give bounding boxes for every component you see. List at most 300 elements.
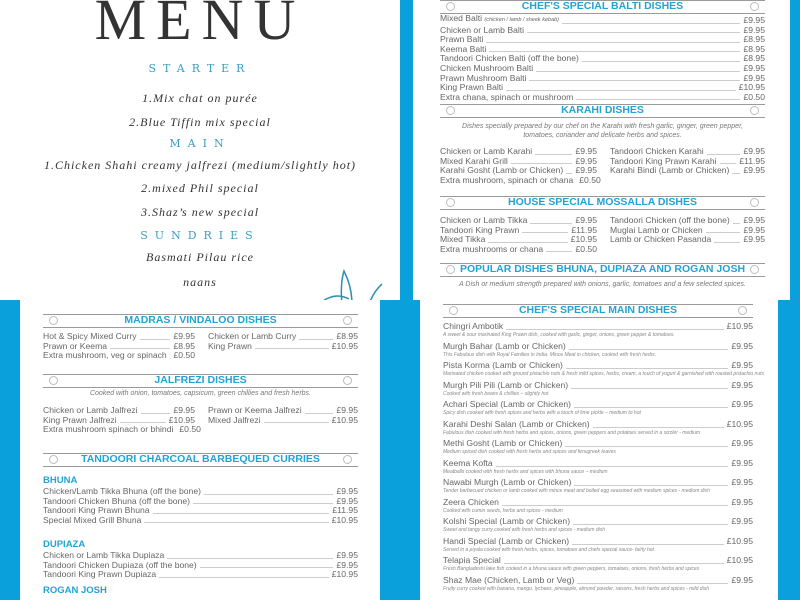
item-price: £11.95 <box>571 224 597 235</box>
balti-list <box>440 13 765 102</box>
item-name <box>208 342 252 352</box>
logo-icon <box>750 198 759 207</box>
item-name-text: Chicken/Lamb Tikka Bhuna (off the bone) <box>43 486 201 496</box>
menu-card <box>0 0 400 300</box>
dot-leader <box>159 577 328 578</box>
mossalla-list-right <box>610 216 765 245</box>
dot-leader <box>522 232 568 233</box>
item-name <box>43 351 167 361</box>
item-price: £9.95 <box>743 62 765 73</box>
section-description: Cooked with onion, tomatoes, capsicum, green chillies and fresh herbs. <box>89 390 311 397</box>
dot-leader <box>546 251 572 252</box>
item-name-text: Keema Kofta <box>443 457 493 468</box>
item-name-text: Chicken or Lamb Tikka Dupiaza <box>43 550 165 560</box>
item-name-text: Chingri Ambotik <box>443 321 504 332</box>
item-name-text: Tandoori King Prawn Dupiaza <box>43 569 157 580</box>
menu-item-block <box>443 556 753 576</box>
item-name-text: Extra chana, spinach or mushroom <box>440 91 574 102</box>
dupiaza-list <box>43 551 358 580</box>
menu-item <box>443 420 753 430</box>
item-name <box>443 556 501 566</box>
item-name-text: Prawn or Keema Jalfrezi <box>208 405 302 415</box>
menu-item-block <box>443 439 753 459</box>
menu-item <box>440 245 597 255</box>
jalfrezi-list-left <box>43 405 201 435</box>
item-name-text: Achari Special (Lamb or Chicken) <box>443 399 572 410</box>
menu-item-block <box>443 400 753 420</box>
item-name <box>443 517 570 527</box>
item-price: £9.95 <box>731 360 753 371</box>
dot-leader <box>706 232 741 233</box>
logo-icon <box>49 376 58 385</box>
section-header-jalfrezi <box>43 374 358 388</box>
menu-item-block <box>443 360 765 381</box>
item-name-text: Tandoori Chicken Bhuna (off the bone) <box>43 495 190 506</box>
dot-leader <box>170 358 171 359</box>
item-price: £9.95 <box>575 165 597 176</box>
dot-leader <box>569 349 729 350</box>
item-name <box>443 400 571 410</box>
logo-icon <box>49 455 58 464</box>
dot-leader <box>167 558 333 559</box>
item-price: £9.95 <box>173 331 195 341</box>
item-name-text: Special Mixed Grill Bhuna <box>43 514 142 525</box>
item-name <box>443 342 566 352</box>
logo-icon <box>343 376 352 385</box>
section-title: MADRAS / VINDALOO DISHES <box>124 314 277 326</box>
mossalla-list-left <box>440 216 597 254</box>
menu-title: MENU <box>94 0 306 52</box>
item-name-text: Prawn Balti <box>440 34 484 45</box>
dot-leader <box>529 80 740 81</box>
logo-icon <box>446 106 455 115</box>
item-price: £9.95 <box>731 379 753 390</box>
dot-leader <box>574 407 728 408</box>
item-description: Marinated chicken cooked with ground pistachio nuts & fresh mild spices, herbs, cream, a touch of yogurt & garnished with roasted pistachio nuts <box>443 371 765 377</box>
menu-item <box>443 400 753 410</box>
dot-leader <box>577 583 728 584</box>
menu-item <box>443 381 753 391</box>
dot-leader <box>732 173 740 174</box>
item-name-text: Tandoori Chicken (off the bone) <box>610 215 730 225</box>
item-price: £0.50 <box>579 174 601 185</box>
main-item: 2.mixed Phil special <box>141 181 259 195</box>
dot-leader <box>486 42 740 43</box>
dot-leader <box>141 413 171 414</box>
item-name-text: King Prawn <box>208 340 252 351</box>
dot-leader <box>707 154 741 155</box>
menu-item-block <box>443 517 753 537</box>
madras-list-right <box>208 332 358 351</box>
item-description: Served in a piyala cooked with fresh herbs, spices, tomatoes and chefs special sauce- fairly hot <box>443 546 654 553</box>
menu-item <box>43 424 201 435</box>
dot-leader <box>574 485 728 486</box>
item-name <box>443 439 562 449</box>
menu-item-block <box>443 498 753 518</box>
item-price: £10.95 <box>331 569 358 580</box>
section-title: POPULAR DISHES BHUNA, DUPIAZA AND ROGAN JOSH <box>459 263 746 275</box>
dot-leader <box>204 494 334 495</box>
section-title: TANDOORI CHARCOAL BARBEQUED CURRIES <box>81 453 320 465</box>
item-price: £9.95 <box>336 495 358 506</box>
item-description: Fabulous dish cooked with fresh herbs and spices, onions, green peppers and potatoes served in a sizzler - medium <box>443 429 701 436</box>
item-name-text: Hot & Spicy Mixed Curry <box>43 331 137 341</box>
section-header-mossalla <box>440 196 765 210</box>
dot-leader <box>593 427 724 428</box>
menu-item <box>43 570 358 580</box>
item-price: £9.95 <box>336 550 358 560</box>
sundries-item: Basmati Pilau rice <box>146 250 254 264</box>
item-price: £8.95 <box>173 340 195 351</box>
item-price: £9.95 <box>731 399 753 410</box>
dot-leader <box>530 223 572 224</box>
item-price: £9.95 <box>336 405 358 415</box>
item-price: £10.95 <box>168 414 195 425</box>
item-name-text: Prawn Mushroom Balti <box>440 72 527 83</box>
dot-leader <box>535 154 572 155</box>
dot-leader <box>299 339 333 340</box>
item-price: £9.95 <box>731 516 753 527</box>
item-price: £10.95 <box>726 321 753 332</box>
menu-item <box>440 93 765 103</box>
item-name-text: Murgh Pili Pili (Lamb or Chicken) <box>443 379 569 390</box>
item-name-text: Tandoori Chicken Balti (off the bone) <box>440 53 579 64</box>
dot-leader <box>527 32 740 33</box>
item-price: £9.95 <box>743 215 765 225</box>
item-price: £9.95 <box>743 234 765 245</box>
item-name <box>610 166 729 176</box>
item-price: £10.95 <box>331 340 358 351</box>
section-header-madras <box>43 314 358 328</box>
item-name-text: Mixed Balti <box>440 13 483 23</box>
item-name <box>440 176 573 186</box>
item-name-text: Nawabi Murgh (Lamb or Chicken) <box>443 477 572 488</box>
item-price: £9.95 <box>173 405 195 415</box>
menu-item-block <box>443 459 753 479</box>
dot-leader <box>511 163 573 164</box>
item-name-text: King Prawn Balti <box>440 82 504 93</box>
item-name-text: Chicken or Lamb Karahi <box>440 146 533 156</box>
menu-item <box>208 342 358 352</box>
section-description: Dishes specially prepared by our chef on the Karahi with fresh garlic, ginger, green pepper, tomatoes, coriander and delicate herbs and spices. <box>462 123 743 139</box>
jalfrezi-list-right <box>208 406 358 425</box>
item-name-text: Mixed Tikka <box>440 234 486 245</box>
item-name <box>443 478 571 488</box>
dot-leader <box>488 242 567 243</box>
section-title: CHEF'S SPECIAL BALTI DISHES <box>521 0 684 12</box>
dot-leader <box>255 348 329 349</box>
menu-item <box>43 351 195 361</box>
dot-leader <box>733 223 741 224</box>
item-description: A sweet & sour marinated King Prawn dish, cooked with garlic, ginger, onions, green pepper & tomatoes. <box>443 332 675 338</box>
item-price: £8.95 <box>743 53 765 64</box>
item-name-text: Extra mushroom spinach or bhindi <box>43 424 174 435</box>
item-name-text: Prawn or Keema <box>43 340 108 351</box>
item-name-text: Methi Gosht (Lamb or Chicken) <box>443 438 563 449</box>
item-name-text: Keema Balti <box>440 43 487 54</box>
leaf-decoration-icon <box>314 269 394 300</box>
item-price: £9.95 <box>575 155 597 166</box>
dot-leader <box>489 51 740 52</box>
dot-leader <box>582 61 741 62</box>
item-price: £9.95 <box>743 224 765 235</box>
menu-item-block <box>443 322 753 342</box>
logo-icon <box>449 306 458 315</box>
main-heading: MAIN <box>169 137 231 150</box>
dot-leader <box>576 99 740 100</box>
menu-item <box>43 516 358 526</box>
item-price: £9.95 <box>743 72 765 83</box>
dot-leader <box>504 563 724 564</box>
item-price: £9.95 <box>731 496 753 507</box>
item-name-text: Handi Special (Lamb or Chicken) <box>443 535 570 546</box>
item-description: This Fabulous dish with Royal Families in India. Mince Meat in chicken, cooked with fresh herbs. <box>443 351 657 358</box>
item-name <box>443 420 590 430</box>
menu-item <box>208 416 358 426</box>
item-name-text: Karahi Deshi Salan (Lamb or Chicken) <box>443 418 590 429</box>
logo-icon <box>738 306 747 315</box>
logo-icon <box>343 316 352 325</box>
item-name-text: Murgh Bahar (Lamb or Chicken) <box>443 340 566 351</box>
item-price: £11.95 <box>739 155 765 166</box>
item-price: £9.95 <box>336 559 358 570</box>
item-name-text: Extra mushroom, veg or spinach <box>43 350 167 361</box>
item-description: Sweet and tangy curry cooked with fresh herbs and spices - medium dish <box>443 527 606 533</box>
logo-icon <box>750 106 759 115</box>
dot-leader <box>305 413 334 414</box>
item-name <box>43 516 141 526</box>
item-name <box>443 498 499 508</box>
item-price: £0.50 <box>743 91 765 102</box>
section-header-tandoori <box>43 453 358 467</box>
item-price: £10.95 <box>570 234 597 245</box>
logo-icon <box>446 198 455 207</box>
starter-item: 1.Mix chat on purée <box>142 91 258 105</box>
karahi-list-right <box>610 147 765 176</box>
subheading-bhuna: BHUNA <box>43 475 78 486</box>
logo-icon <box>750 2 759 11</box>
item-price: £0.50 <box>179 424 201 435</box>
item-price: £9.95 <box>743 146 765 156</box>
logo-icon <box>446 265 455 274</box>
sundries-item: naans <box>183 275 217 289</box>
menu-item-block <box>443 576 753 596</box>
item-name-text: Mixed Karahi Grill <box>440 155 508 166</box>
item-description: Meatballs cooked with fresh herbs and spices with bhuna sauce – medium <box>443 468 608 475</box>
section-title: KARAHI DISHES <box>561 104 644 116</box>
menu-item <box>443 537 753 547</box>
item-name-text: Karahi Bindi (Lamb or Chicken) <box>610 165 730 176</box>
dot-leader <box>200 567 334 568</box>
item-name-text: Pista Korma (Lamb or Chicken) <box>443 360 563 371</box>
section-title: HOUSE SPECIAL MOSSALLA DISHES <box>507 196 698 208</box>
curries-panel <box>20 300 380 600</box>
item-name <box>443 459 493 469</box>
dot-leader <box>572 544 724 545</box>
dot-leader <box>144 522 328 523</box>
dot-leader <box>120 422 166 423</box>
item-price: £9.95 <box>575 215 597 225</box>
logo-icon <box>446 2 455 11</box>
section-header-karahi <box>440 104 765 118</box>
menu-item <box>443 478 753 488</box>
menu-item <box>443 498 753 508</box>
item-name-text: Tandoori Chicken Karahi <box>610 146 704 156</box>
item-price: £0.50 <box>575 243 597 254</box>
balti-karahi-panel <box>413 0 790 300</box>
item-description: Cooked with fresh beans & chillies – slightly hot <box>443 390 549 397</box>
item-price: £10.95 <box>331 514 358 525</box>
dot-leader <box>502 505 729 506</box>
menu-item <box>440 35 765 45</box>
item-description: Spicy dish cooked with fresh spices and herbs with a touch of lime pickle – medium to hot <box>443 410 641 416</box>
starter-heading: STARTER <box>148 62 252 75</box>
item-price: £9.95 <box>731 477 753 488</box>
menu-item-block <box>443 420 753 440</box>
madras-list-left <box>43 332 195 361</box>
dot-leader <box>566 368 729 369</box>
menu-item <box>443 361 753 371</box>
item-name <box>610 235 711 245</box>
sundries-heading: SUNDRIES <box>140 229 260 242</box>
item-name <box>440 245 543 255</box>
item-name-text: Chicken or Lamb Curry <box>208 331 297 341</box>
menu-item <box>443 322 753 332</box>
dot-leader <box>506 329 724 330</box>
item-name <box>43 425 173 435</box>
dot-leader <box>536 71 740 72</box>
item-name <box>443 361 563 371</box>
item-name <box>443 576 574 586</box>
item-price: £9.95 <box>743 24 765 35</box>
item-name-text: Extra mushroom, spinach or chana <box>440 174 574 185</box>
logo-icon <box>49 316 58 325</box>
item-description: Medium spiced dish cooked with fresh herbs and spices and fenugreek leaves <box>443 449 616 455</box>
item-description: Fresh Bangladeshi lake fish cooked in a bhuna sauce with green peppers, tomatoes, onions, fresh herbs and spices <box>443 566 700 572</box>
section-title: CHEF'S SPECIAL MAIN DISHES <box>518 304 678 316</box>
section-header-chefs-main <box>443 304 753 318</box>
main-item: 3.Shaz’s new special <box>140 205 260 219</box>
item-price: £9.95 <box>731 457 753 468</box>
item-price: £10.95 <box>331 414 358 425</box>
item-name-text: Kolshi Special (Lamb or Chicken) <box>443 516 571 527</box>
dot-leader <box>110 348 170 349</box>
item-price: £9.95 <box>731 438 753 449</box>
item-name-text: Chicken or Lamb Balti <box>440 24 525 35</box>
item-price: £8.95 <box>336 331 358 341</box>
section-description: A Dish or medium strength prepared with onions, garlic, tomatoes and a few selected spices. <box>459 281 746 288</box>
item-name-text: Zeera Chicken <box>443 496 499 507</box>
menu-item-block <box>443 342 753 362</box>
item-name-text: Tandoori Chicken Dupiaza (off the bone) <box>43 559 197 570</box>
main-item: 1.Chicken Shahi creamy jalfrezi (medium/slightly hot) <box>43 158 357 172</box>
item-name <box>440 93 573 103</box>
menu-item <box>610 235 765 245</box>
menu-item <box>443 576 753 586</box>
item-name <box>443 322 503 332</box>
item-name-text: Chicken or Lamb Tikka <box>440 215 528 225</box>
logo-icon <box>750 265 759 274</box>
item-name <box>208 416 261 426</box>
item-price: £10.95 <box>726 418 753 429</box>
item-name-text: Shaz Mae (Chicken, Lamb or Veg) <box>443 574 575 585</box>
menu-item <box>443 556 753 566</box>
menu-item-block <box>443 381 753 401</box>
dot-leader <box>264 422 329 423</box>
dot-leader <box>566 173 572 174</box>
item-price: £9.95 <box>731 574 753 585</box>
section-header-balti <box>440 0 765 14</box>
item-description: Tender barbecued chicken or lamb cooked with mince meat and boiled egg seasoned with medium spices - medium dish <box>443 488 710 494</box>
subheading-dupiaza: DUPIAZA <box>43 539 86 550</box>
section-title: JALFREZI DISHES <box>154 374 247 386</box>
item-name-text: Tandoori King Prawn <box>440 224 520 235</box>
item-name-text: Muglai Lamb or Chicken <box>610 224 703 235</box>
dot-leader <box>565 446 728 447</box>
dot-leader <box>720 163 737 164</box>
menu-item <box>443 342 753 352</box>
menu-item <box>443 517 753 527</box>
dot-leader <box>573 524 728 525</box>
item-name-text: Extra mushrooms or chana <box>440 243 544 254</box>
dot-leader <box>562 23 740 24</box>
menu-item <box>443 459 753 469</box>
item-name <box>443 537 569 547</box>
item-price: £9.95 <box>731 340 753 351</box>
menu-item <box>610 166 765 176</box>
dot-leader <box>571 388 728 389</box>
menu-item <box>443 439 753 449</box>
item-price: £9.95 <box>575 146 597 156</box>
item-name <box>43 570 156 580</box>
item-name-text: Mixed Jalfrezi <box>208 414 261 425</box>
item-name-text: Karahi Gosht (Lamb or Chicken) <box>440 165 564 176</box>
item-name-text: Tandoori King Prawn Bhuna <box>43 505 150 516</box>
karahi-list-left <box>440 146 601 185</box>
menu-item-block <box>443 537 753 557</box>
item-price: £0.50 <box>173 350 195 361</box>
item-price: £8.95 <box>743 34 765 45</box>
dot-leader <box>153 513 330 514</box>
item-name-text: Tandoori King Prawn Karahi <box>610 155 717 166</box>
logo-icon <box>343 455 352 464</box>
item-name-text: Telapia Special <box>443 555 501 566</box>
item-name-text: Chicken or Lamb Jalfrezi <box>43 405 138 415</box>
item-price: £11.95 <box>332 505 358 516</box>
item-description: Cooked with cumin seeds, herbs and spices - medium <box>443 507 563 514</box>
starter-item: 2.Blue Tiffin mix special <box>129 115 271 129</box>
dot-leader <box>506 90 736 91</box>
menu-item <box>440 174 601 186</box>
item-price: £9.95 <box>336 486 358 496</box>
dot-leader <box>193 503 333 504</box>
dot-leader <box>714 242 740 243</box>
bhuna-list <box>43 487 358 525</box>
item-price: £10.95 <box>738 82 765 93</box>
item-price: £10.95 <box>726 535 753 546</box>
item-price: £8.95 <box>743 43 765 54</box>
item-price: £9.95 <box>743 165 765 176</box>
item-price: £10.95 <box>726 555 753 566</box>
menu-item <box>440 26 765 36</box>
item-name-text: Chicken Mushroom Balti <box>440 62 534 73</box>
item-description: Fruity curry cooked with banana, mango, lychees, pineapple, almond powder, raisons, fresh herbs and spices - mild dish <box>443 585 709 592</box>
dot-leader <box>496 466 729 467</box>
item-name-text: Lamb or Chicken Pasanda <box>610 234 712 245</box>
chefs-main-panel <box>420 300 778 600</box>
dot-leader <box>140 339 171 340</box>
item-note: (chicken / lamb / sheek kebab) <box>484 17 560 23</box>
